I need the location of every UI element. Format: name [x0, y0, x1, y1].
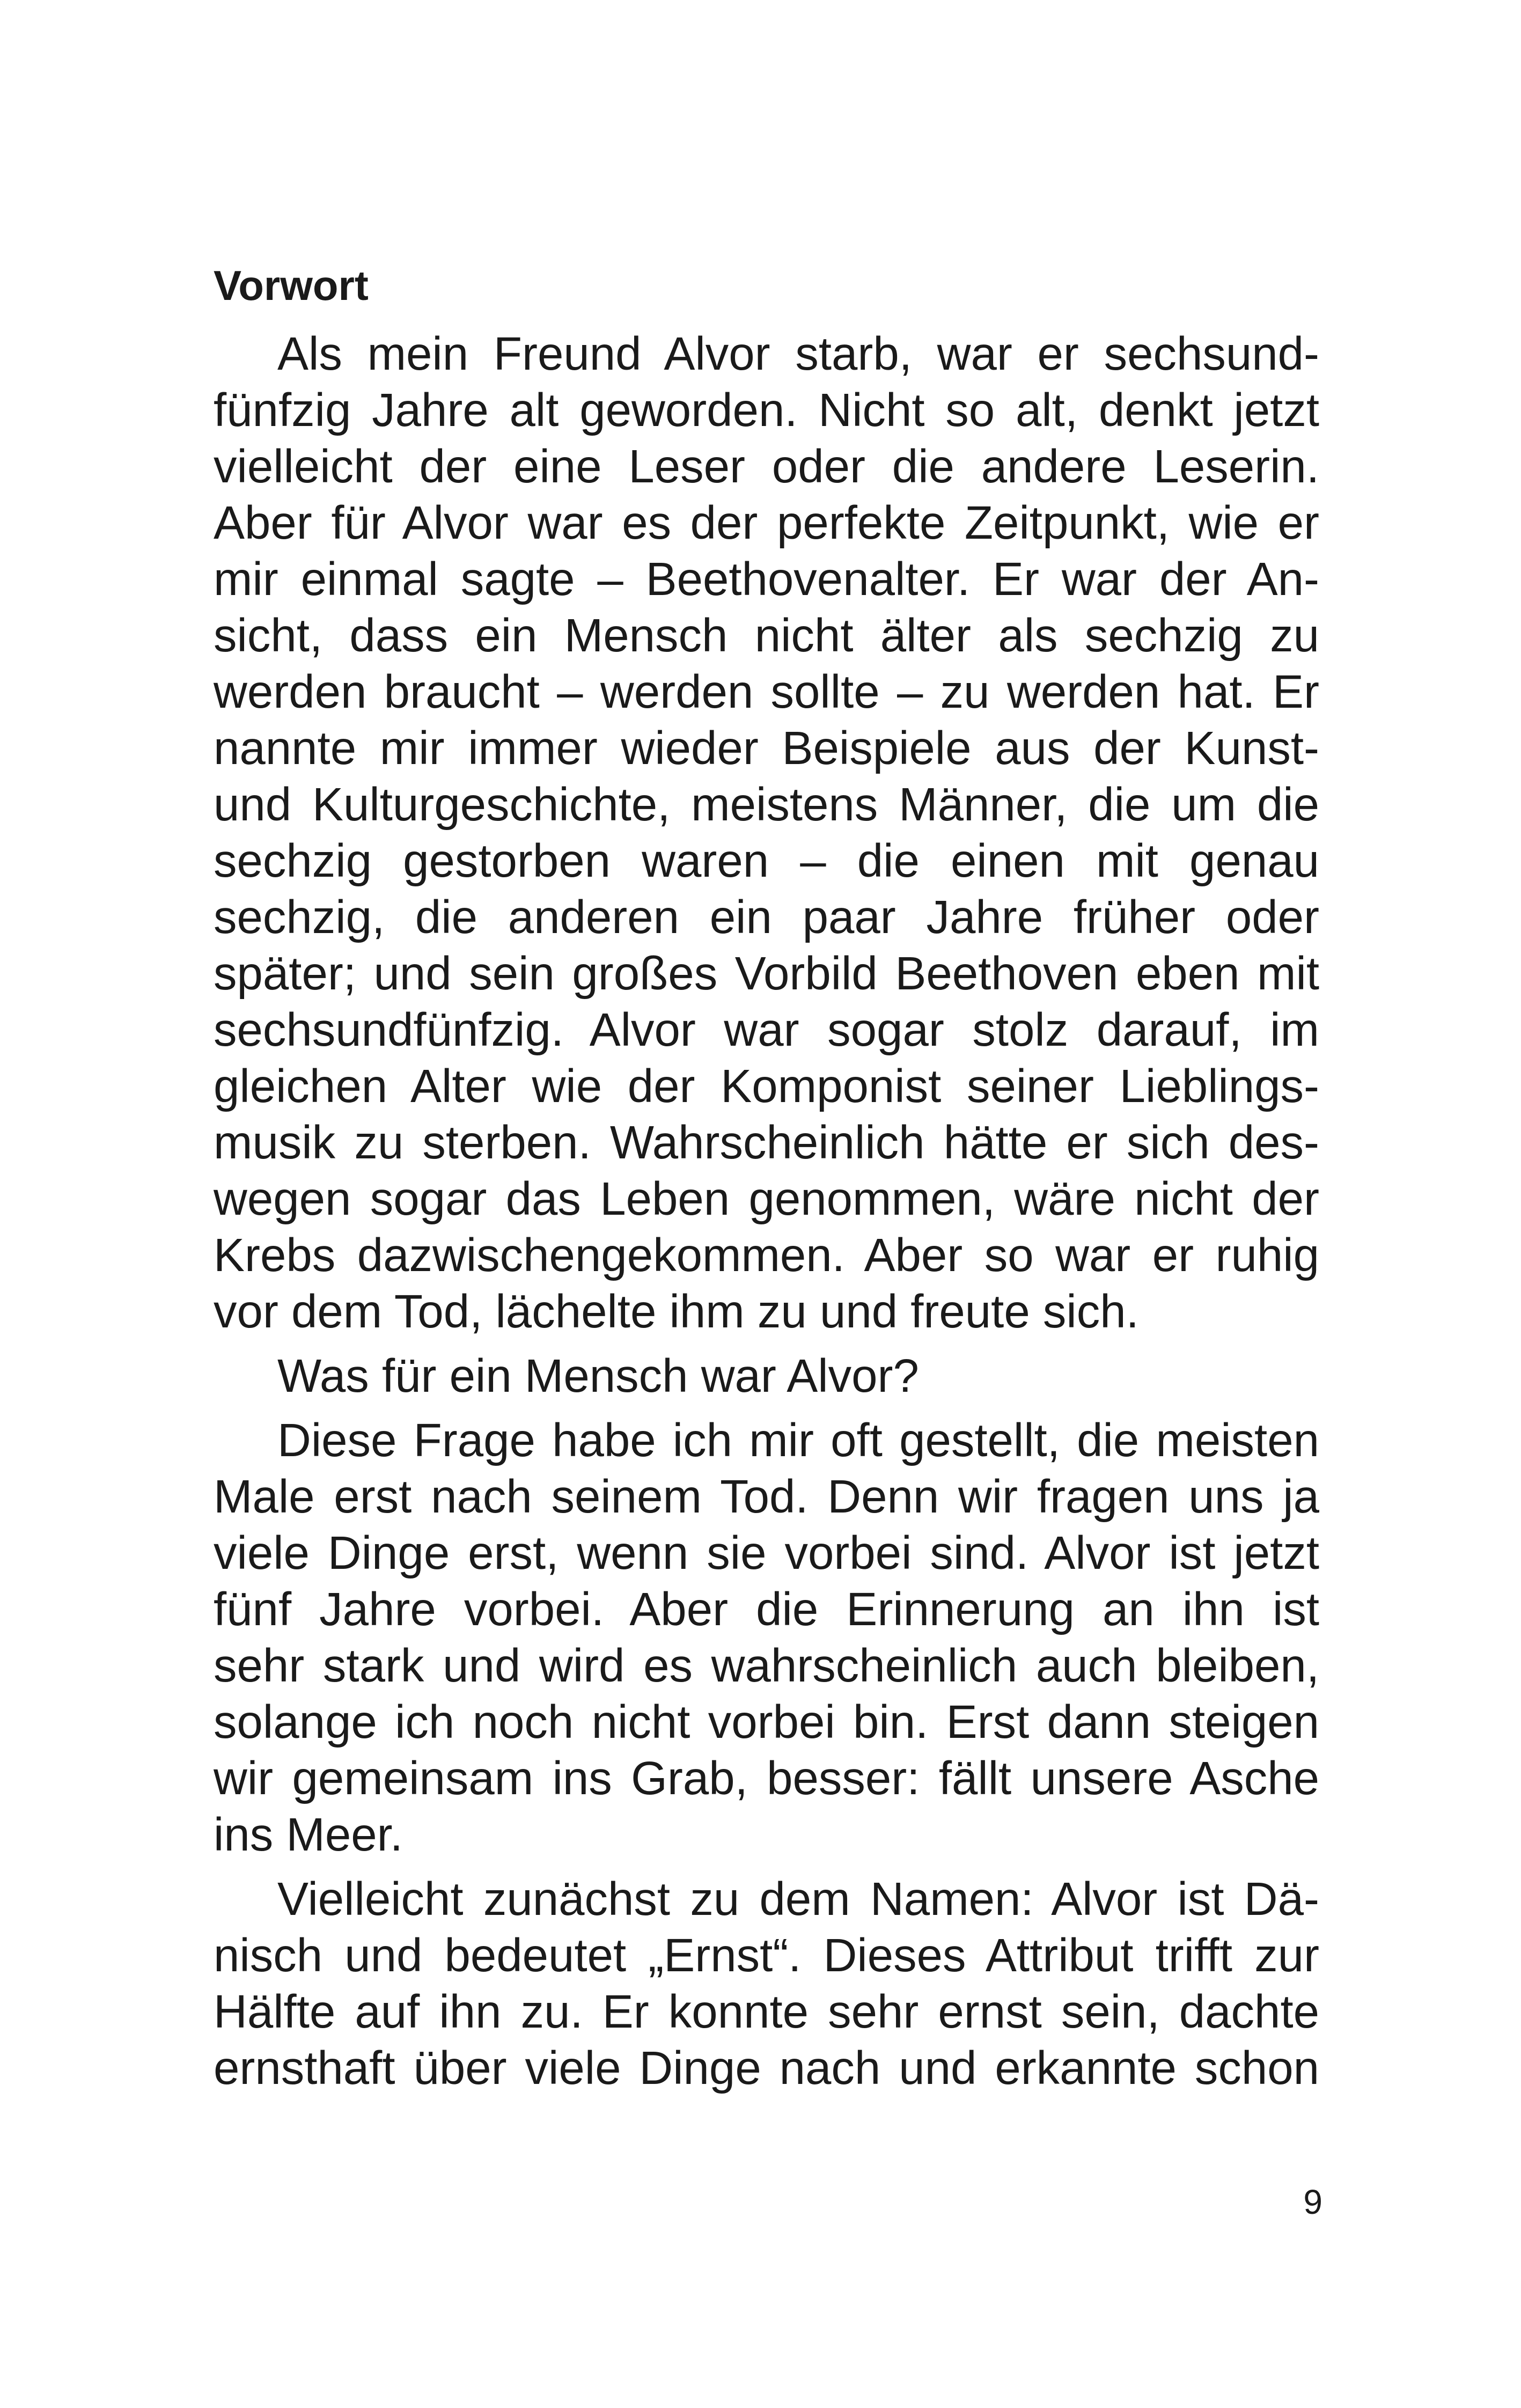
text-line: gleichen Alter wie der Komponist seiner Lieblings- — [214, 1060, 1319, 1112]
text-line: wir gemeinsam ins Grab, besser: fällt unsere Asche — [214, 1752, 1319, 1804]
text-line: musik zu sterben. Wahrscheinlich hätte er sich des- — [214, 1117, 1319, 1169]
text-line: sicht, dass ein Mensch nicht älter als sechzig zu — [214, 610, 1319, 662]
text-line: solange ich noch nicht vorbei bin. Erst dann steigen — [214, 1696, 1319, 1748]
text-line: Was für ein Mensch war Alvor? — [277, 1350, 919, 1402]
text-line: viele Dinge erst, wenn sie vorbei sind. Alvor ist jetzt — [214, 1527, 1319, 1579]
text-line: werden braucht – werden sollte – zu werden hat. Er — [214, 666, 1319, 718]
chapter-heading: Vorwort — [214, 262, 369, 309]
text-line: Aber für Alvor war es der perfekte Zeitpunkt, wie er — [214, 497, 1319, 549]
text-line: fünf Jahre vorbei. Aber die Erinnerung an ihn ist — [214, 1583, 1319, 1635]
text-line: ernsthaft über viele Dinge nach und erkannte schon — [214, 2042, 1319, 2094]
text-line: sechzig, die anderen ein paar Jahre früher oder — [214, 891, 1319, 943]
text-line: wegen sogar das Leben genommen, wäre nicht der — [214, 1173, 1319, 1225]
text-line: mir einmal sagte – Beethovenalter. Er war der An- — [214, 553, 1319, 605]
page-number: 9 — [1303, 2183, 1322, 2221]
text-line: vielleicht der eine Leser oder die andere Leserin. — [214, 441, 1319, 493]
text-line: Male erst nach seinem Tod. Denn wir fragen uns ja — [214, 1471, 1319, 1523]
text-line: nisch und bedeutet „Ernst“. Dieses Attribut trifft zur — [214, 1929, 1319, 1981]
text-line: fünfzig Jahre alt geworden. Nicht so alt, denkt jetzt — [214, 384, 1319, 436]
text-line: sechsundfünfzig. Alvor war sogar stolz darauf, im — [214, 1004, 1319, 1056]
text-line: ins Meer. — [214, 1809, 403, 1861]
text-line: sechzig gestorben waren – die einen mit genau — [214, 835, 1319, 887]
text-line: Vielleicht zunächst zu dem Namen: Alvor ist Dä- — [277, 1873, 1319, 1925]
text-line: Krebs dazwischengekommen. Aber so war er ruhig — [214, 1229, 1319, 1281]
text-line: sehr stark und wird es wahrscheinlich auch bleiben, — [214, 1640, 1319, 1692]
text-line: vor dem Tod, lächelte ihm zu und freute sich. — [214, 1286, 1139, 1338]
text-line: Hälfte auf ihn zu. Er konnte sehr ernst sein, dachte — [214, 1986, 1319, 2038]
text-line: später; und sein großes Vorbild Beethoven eben mit — [214, 948, 1319, 1000]
text-line: und Kulturgeschichte, meistens Männer, die um die — [214, 779, 1319, 831]
text-line: Diese Frage habe ich mir oft gestellt, die meisten — [277, 1414, 1319, 1466]
text-line: Als mein Freund Alvor starb, war er sechsund- — [277, 328, 1319, 380]
text-line: nannte mir immer wieder Beispiele aus der Kunst- — [214, 722, 1319, 774]
